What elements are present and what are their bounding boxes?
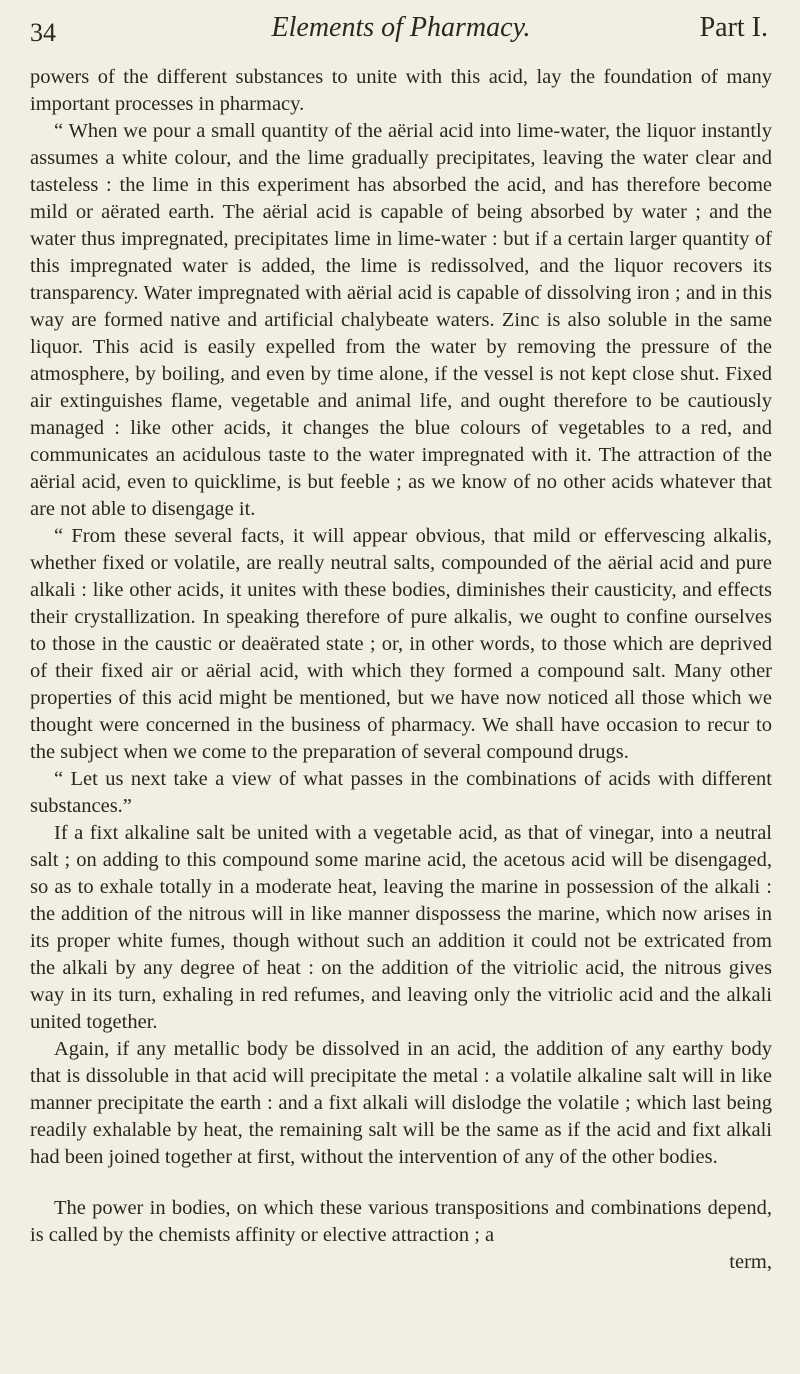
paragraph: Again, if any metallic body be dissolved in an acid, the addition of any earthy body that is dissoluble in that acid will precipitate the metal : a volatile alkaline salt will in like manner precipitate the earth : and a fixt alkali will dislodge the volatile ; which last being readily exhalable by heat, the remaining salt will be the same as if the acid and fixt alkali had been joined together at first, without the intervention of any of the other bodies. [30,1038,772,1168]
part-label: Part I. [699,12,768,43]
paragraph: powers of the different substances to unite with this acid, lay the foundation of many important processes in pharmacy. [30,66,772,115]
paragraph: “ Let us next take a view of what passes in the combinations of acids with different substances.” [30,768,772,817]
paragraph: If a fixt alkaline salt be united with a vegetable acid, as that of vinegar, into a neutral salt ; on adding to this compound some marine acid, the acetous acid will be disengaged, so as to exhale totally in a moderate heat, leaving the marine in possession of the alkali : the addition of the nitrous will in like manner dispossess the marine, which now arises in its proper white fumes, though without such an addition it could not be extricated from the alkali by any degree of heat : on the addition of the vitriolic acid, the nitrous gives way in its turn, exhaling in red refumes, and leaving only the vitriolic acid and the alkali united together. [30,822,772,1033]
catchword: term, [729,1251,772,1273]
body-text [30,64,772,1276]
running-title: Elements of Pharmacy. [271,12,531,43]
page-header [30,12,772,52]
page-number: 34 [30,18,56,47]
paragraph: “ From these several facts, it will appear obvious, that mild or effervescing alkalis, whether fixed or volatile, are really neutral salts, compounded of the aërial acid and pure alkali : like other acids, it unites with these bodies, diminishes their causticity, and effects their crystallization. In speaking therefore of pure alkalis, we ought to confine ourselves to those in the caustic or deaërated state ; or, in other words, to those which are deprived of their fixed air or aërial acid, with which they formed a compound salt. Many other properties of this acid might be mentioned, but we have now noticed all those which we thought were concerned in the business of pharmacy. We shall have occasion to recur to the subject when we come to the preparation of several compound drugs. [30,525,772,763]
paragraph: The power in bodies, on which these various transpositions and combinations depend, is called by the chemists affinity or elective attraction ; a [30,1197,772,1246]
paragraph: “ When we pour a small quantity of the aërial acid into lime-water, the liquor instantly assumes a white colour, and the lime gradually precipitates, leaving the water clear and tasteless : the lime in this experiment has absorbed the acid, and has therefore become mild or aërated earth. The aërial acid is capable of being absorbed by water ; and the water thus impregnated, precipitates lime in lime-water : but if a certain larger quantity of this impregnated water is added, the lime is redissolved, and the liquor recovers its transparency. Water impregnated with aërial acid is capable of dissolving iron ; and in this way are formed native and artificial chalybeate waters. Zinc is also soluble in the same liquor. This acid is easily expelled from the water by removing the pressure of the atmosphere, by boiling, and even by time alone, if the vessel is not kept close shut. Fixed air extinguishes flame, vegetable and animal life, and ought therefore to be cautiously managed : like other acids, it changes the blue colours of vegetables to a red, and communicates an acidulous taste to the water impregnated with it. The attraction of the aërial acid, even to quicklime, is but feeble ; as we know of no other acids whatever that are not able to disengage it. [30,120,772,520]
